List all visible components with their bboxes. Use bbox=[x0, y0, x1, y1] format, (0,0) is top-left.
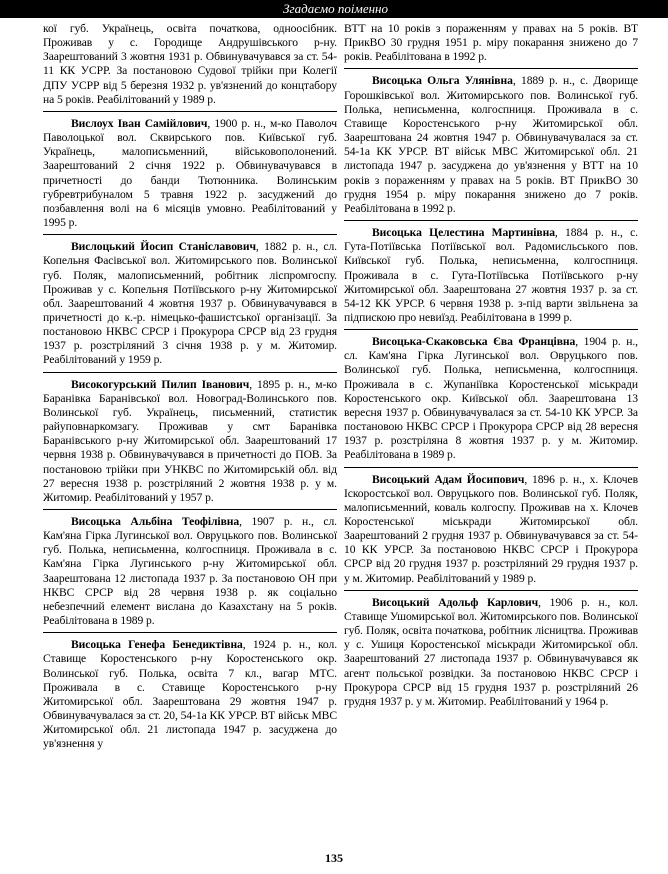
person-name: Висоцька Целестина Мартинівна bbox=[372, 226, 555, 240]
entry-text: , 1904 р. н., сл. Кам'яна Гірка Лугинської вол. Овруцького пов. Волинської губ. Полька, неписьменна, колгоспниця. Проживала в с. Жупаніївка Коростенської міськради Коростенського окр. Київської обл. Заарештована 13 вересня 1937 р. Обвинувачувалася за ст. 54-10 КК УРСР. За постановою НКВС СРСР і Прокурора СРСР від 28 вересня 1937 р. розстріляна 8 жовтня 1937 р. у м. Житомир. Реабілітована в 1989 р. bbox=[344, 335, 638, 462]
entry-text: ВТТ на 10 років з пораженням у правах на 5 років. ВТ ПрикВО 30 грудня 1951 р. міру покарання знижено до 7 років. Реабілітована в 1992 р. bbox=[344, 22, 638, 64]
entry-separator bbox=[43, 632, 337, 633]
biography-entry bbox=[344, 74, 638, 216]
entry-paragraph bbox=[43, 378, 337, 505]
entry-separator bbox=[344, 590, 638, 591]
entry-paragraph bbox=[344, 596, 638, 709]
entry-paragraph bbox=[43, 515, 337, 628]
person-name: Вислоух Іван Самійлович bbox=[71, 116, 208, 130]
entry-separator bbox=[43, 509, 337, 510]
page-number: 135 bbox=[325, 851, 343, 865]
entry-paragraph bbox=[344, 74, 638, 216]
biography-entry bbox=[344, 473, 638, 586]
person-name: Висоцька Генефа Бенедиктівна bbox=[71, 638, 243, 652]
entry-paragraph bbox=[344, 226, 638, 325]
entry-separator bbox=[344, 467, 638, 468]
entry-text: , 1882 р. н., сл. Копельня Фасівської вол. Житомирського пов. Волинської губ. Поляк, малописьменний, робітник ліспромгоспу. Проживав у с. Копельня Потіївського р-ну Житомирської обл. Заарештований 4 жовтня 1937 р. Обвинувачувався в причетності до к.-р. німецько-фашистської організації. За постановою НКВС СРСР і Прокурора СРСР від 23 грудня 1937 р. розстріляний 3 січня 1938 р. у м. Житомир. Реабілітований у 1959 р. bbox=[43, 240, 337, 367]
biography-entry bbox=[43, 240, 337, 367]
person-name: Вислоцький Йосип Станіславович bbox=[71, 240, 256, 254]
person-name: Висоцький Адольф Карлович bbox=[372, 595, 539, 609]
entry-separator bbox=[344, 68, 638, 69]
entry-paragraph bbox=[43, 638, 337, 751]
entry-separator bbox=[43, 234, 337, 235]
biography-entry bbox=[43, 515, 337, 628]
biography-entry bbox=[344, 335, 638, 462]
biography-entry bbox=[344, 22, 638, 64]
biography-entry bbox=[43, 22, 337, 107]
person-name: Висоцький Адам Йосипович bbox=[372, 472, 525, 486]
entry-separator bbox=[43, 111, 337, 112]
entry-text: , 1924 р. н., кол. Ставище Коростенського р-ну Коростенського окр. Волинської губ. Полька, освіта 7 кл., вагар МТС. Проживала в с. Ставище Коростенського р-ну Житомирської обл. Заарештована 29 жовтня 1947 р. Обвинувачувалася за ст. 20, 54-1а КК УРСР. ВТ військ МВС Житомирської обл. 21 листопада 1947 р. засуджена до ув'язнення у bbox=[43, 638, 338, 751]
person-name: Високогурський Пилип Іванович bbox=[71, 377, 250, 391]
biography-entry bbox=[43, 378, 337, 505]
entry-text: , 1895 р. н., м-ко Баранівка Баранівської вол. Новоград-Волинського пов. Волинської губ. Українець, письменний, статистик райуповнаркомзагу. Проживав у смт Баранівка Баранівського р-ну Житомирської обл. Заарештований 17 червня 1938 р. Обвинувачувався в причетності до ПОВ. За постановою трійки при УНКВС по Житомирській обл. від 27 вересня 1938 р. розстріляний 2 жовтня 1938 р. у м. Житомир. Реабілітований у 1957 р. bbox=[43, 377, 337, 504]
person-name: Висоцька Ольга Улянівна bbox=[372, 74, 513, 88]
entry-separator bbox=[344, 220, 638, 221]
biography-entry bbox=[344, 596, 638, 709]
entry-text: , 1889 р. н., с. Дворище Горошківської вол. Житомирського пов. Волинської губ. Полька, неписьменна, колгоспниця. Проживала в с. Ставище Коростенського р-ну Житомирської обл. Заарештована 24 жовтня 1947 р. Обвинувачувалася за ст. 54-1а КК УРСР. ВТ військ МВС Житомирської обл. 21 листопада 1947 р. засуджена до ув'язнення у ВТТ на 10 років з пораженням у правах на 5 років. ВТ ПрикВО 30 грудня 1954 р. міру покарання знижено до 7 років. Реабілітована в 1992 р. bbox=[344, 74, 638, 215]
entry-separator bbox=[43, 372, 337, 373]
entry-text: , 1907 р. н., сл. Кам'яна Гірка Лугинської вол. Овруцького пов. Волинської губ. Полька, неписьменна, колгоспниця. Проживала в с. Кам'яна Гірка Лугинського р-ну Житомирської обл. Заарештована 12 листопада 1937 р. За постановою ОН при НКВС СРСР від 28 червня 1938 р. як соціально небезпечний елемент вислана до Казахстану на 5 років. Реабілітована в 1989 р. bbox=[43, 515, 337, 628]
left-column bbox=[43, 22, 337, 756]
entry-paragraph bbox=[43, 240, 337, 367]
biography-entry bbox=[43, 117, 337, 230]
right-column bbox=[344, 22, 638, 713]
entry-paragraph bbox=[344, 473, 638, 586]
entry-paragraph bbox=[344, 22, 638, 64]
entry-text: , 1896 р. н., х. Клочев Іскоростської вол. Овруцького пов. Волинської губ. Поляк, малописьменний, коваль колгоспу. Проживав на х. Клочев Коростенської міськради Житомирської обл. Заарештований 2 грудня 1937 р. Обвинувачувався за ст. 54-10 КК УРСР. За постановою НКВС СРСР і Прокурора СРСР від 20 грудня 1937 р. розстріляний 29 грудня 1937 р. у м. Житомир. Реабілітований у 1989 р. bbox=[344, 472, 638, 585]
entry-text: , 1884 р. н., с. Гута-Потіївська Потіївської вол. Радомисльського пов. Київської губ. Полька, неписьменна, колгоспниця. Проживала в с. Гута-Потіївська Потіївського р-ну Житомирської обл. Заарештована 27 жовтня 1937 р. за ст. 54-12 КК УРСР. 6 червня 1938 р. з-під варти звільнена за підпискою про невиїзд. Реабілітована в 1999 р. bbox=[344, 226, 638, 324]
entry-text: , 1900 р. н., м-ко Паволоч Паволоцької вол. Сквирського пов. Київської губ. Українець, малописьменний, військовополонений. Заарештований 2 січня 1922 р. Обвинувачувався в причетності до банди Тютюнника. Волинським губревтрибуналом 5 травня 1922 р. засуджений до позбавлення волі на 6 місяців умовно. Реабілітований у 1995 р. bbox=[43, 116, 337, 230]
entry-paragraph bbox=[344, 335, 638, 462]
entry-text: кої губ. Українець, освіта початкова, одноосібник. Проживав у с. Городище Андрушівського р-ну. Заарештований 3 жовтня 1931 р. Обвинувачувався за ст. 54-11 КК УСРР. За постановою Судової трійки при Колегії ДПУ УСРР від 5 березня 1932 р. ув'язнений до концтабору на 5 років. Реабілітований у 1989 р. bbox=[43, 22, 337, 106]
biography-entry bbox=[43, 638, 337, 751]
entry-paragraph bbox=[43, 117, 337, 230]
person-name: Висоцька-Скаковська Єва Францівна bbox=[372, 335, 576, 349]
running-header-title: Згадаємо поіменно bbox=[275, 0, 396, 18]
person-name: Висоцька Альбіна Теофілівна bbox=[71, 515, 240, 528]
entry-text: , 1906 р. н., кол. Ставище Ушомирської вол. Житомирського пов. Волинської губ. Поляк, освіта початкова, робітник лісництва. Проживав у с. Ушиця Коростенської міськради Житомирської обл. Заарештований 27 листопада 1937 р. Обвинувачувався як агент польської розвідки. За постановою НКВС СРСР і Прокурора СРСР від 15 грудня 1937 р. розстріляний 26 грудня 1937 р. у м. Житомир. Реабілітований у 1964 р. bbox=[344, 595, 638, 708]
entry-separator bbox=[344, 329, 638, 330]
entry-paragraph bbox=[43, 22, 337, 107]
biography-entry bbox=[344, 226, 638, 325]
